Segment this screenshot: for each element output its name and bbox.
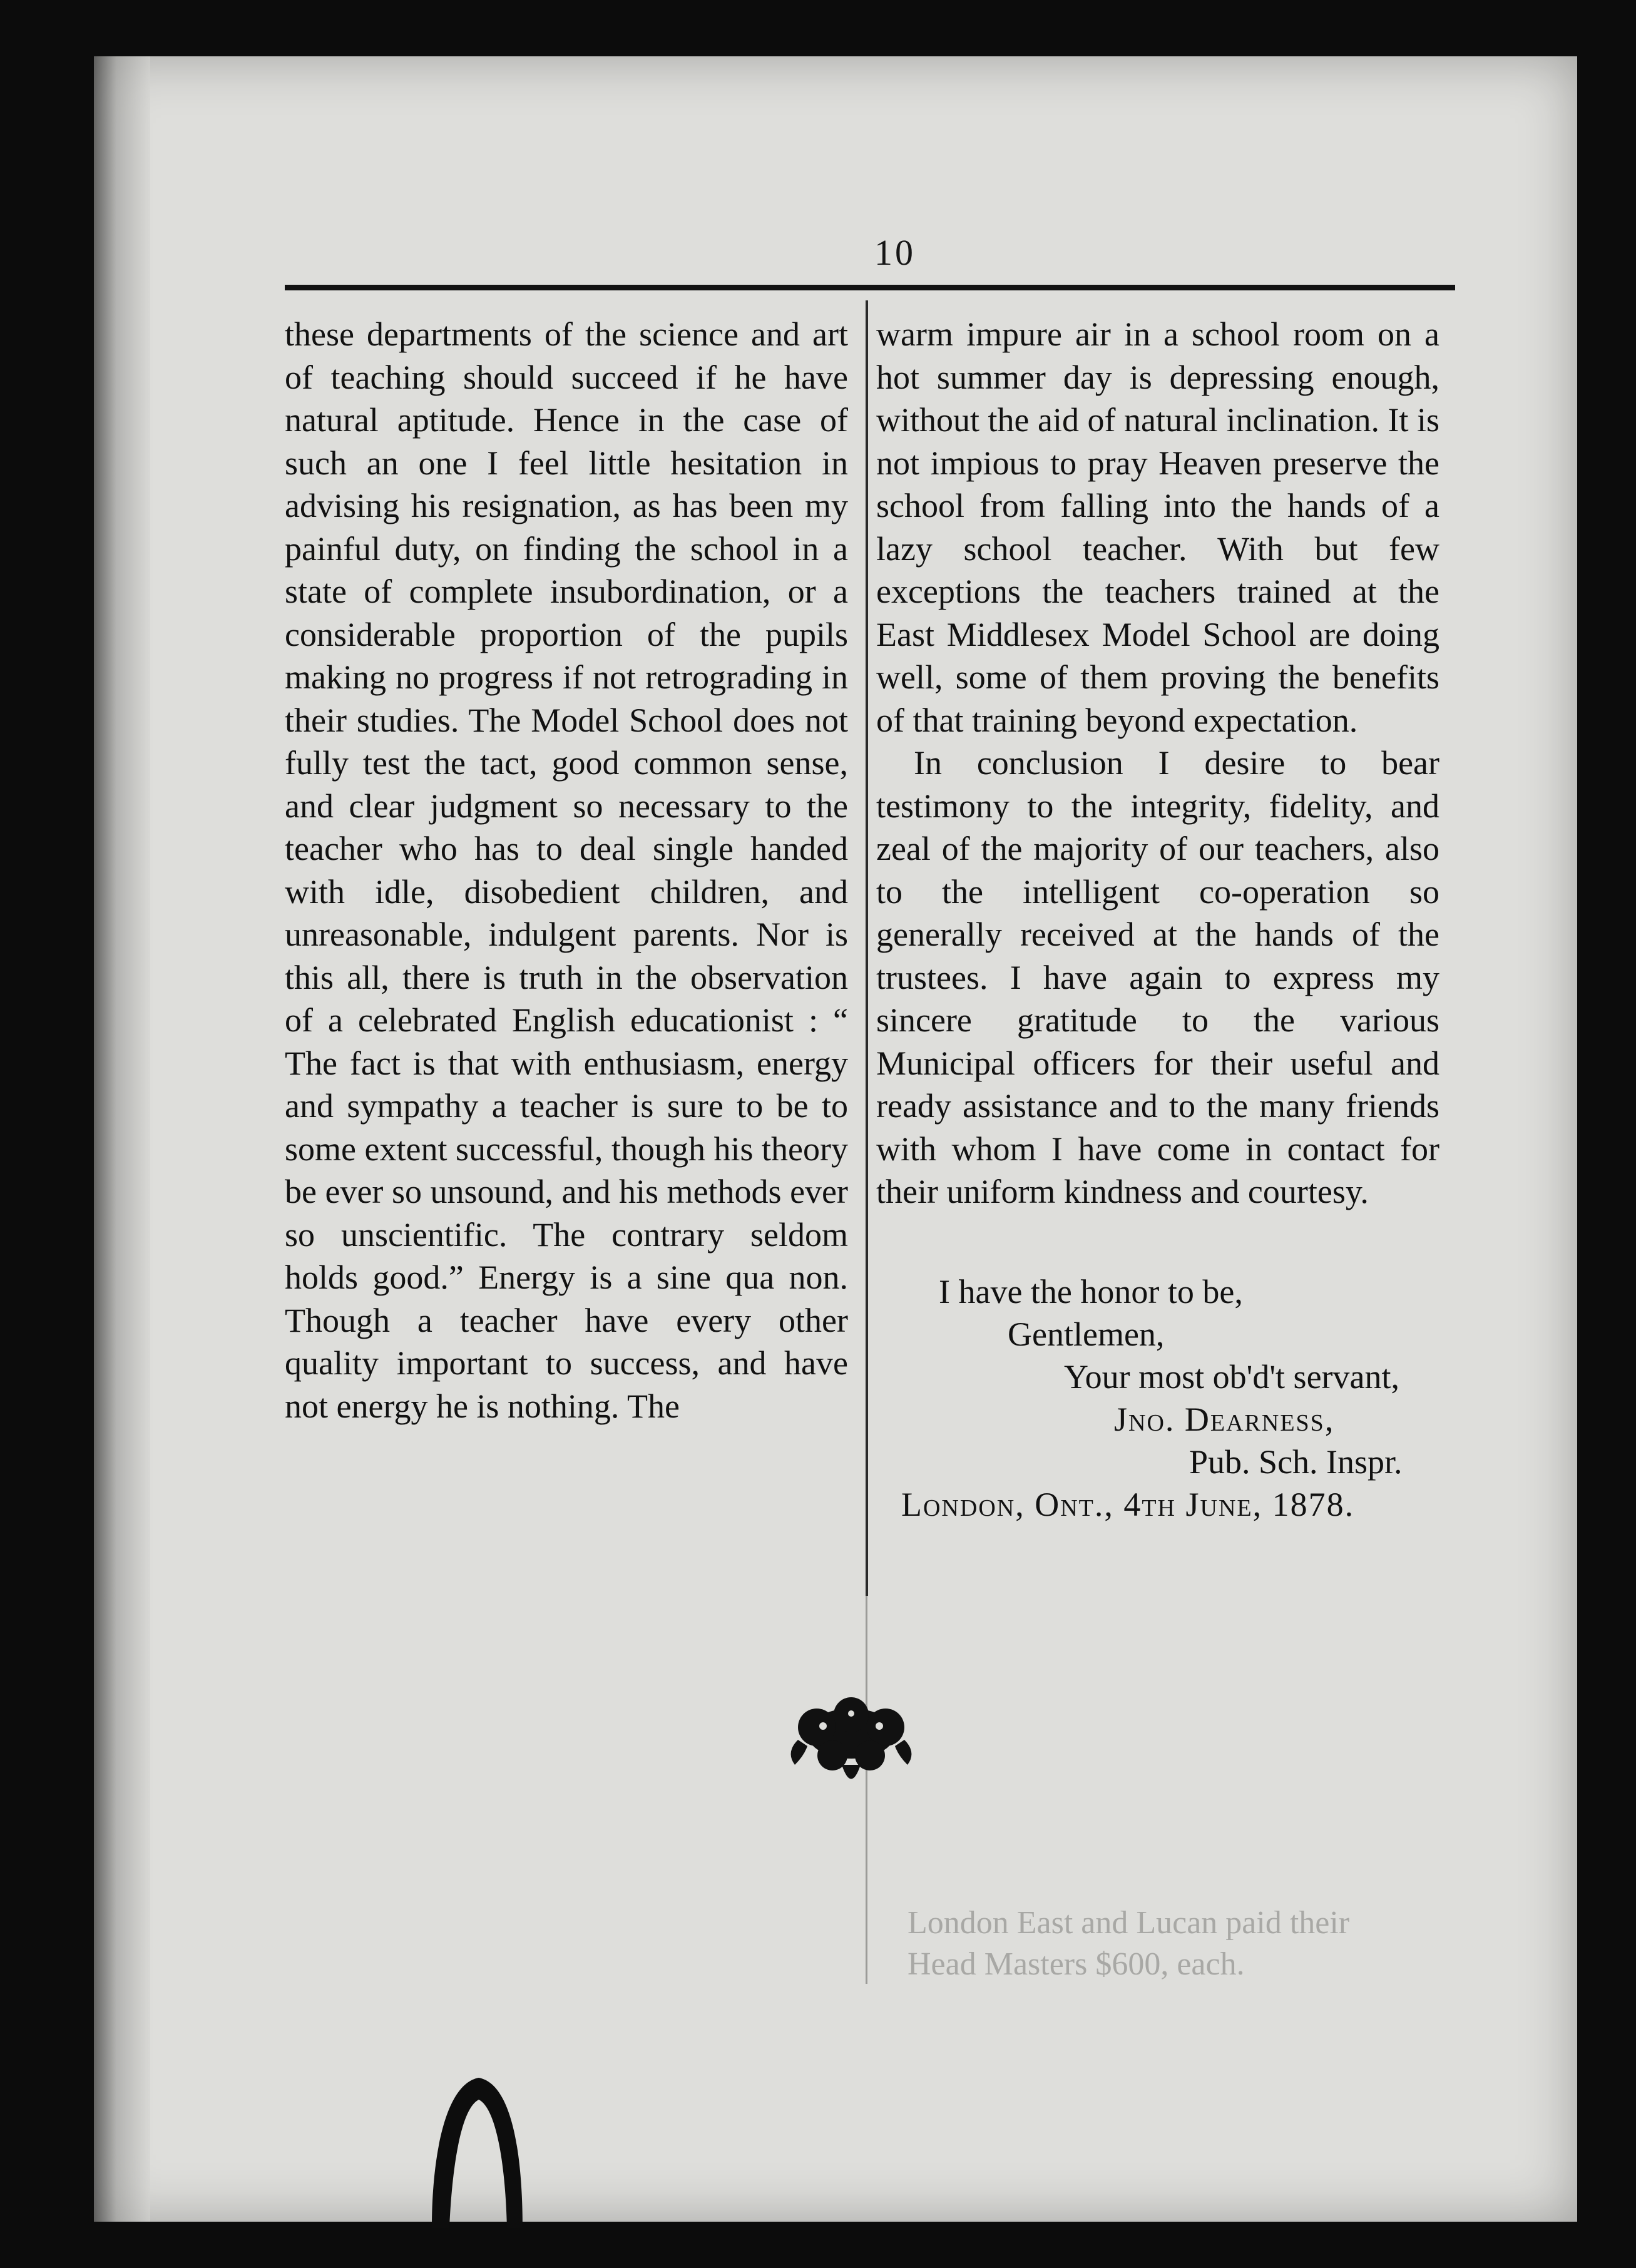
bleed-through-line-1: London East and Lucan paid their: [907, 1905, 1350, 1941]
right-column-paragraph-2: In conclusion I desire to bear testimony to the integrity, fidelity, and zeal of the majority of our teachers, also to the intelligent co-operation so generally received at the hands of the trustees. I have again to express my sincere gratitude to the various Municipal officers for their useful and ready assistance and to the many friends with whom I have come in contact for their uniform kindness and courtesy.: [876, 744, 1439, 1210]
left-column-text: these departments of the science and art of teaching should succeed if he have natural aptitude. Hence in the case of such an one I feel little hesitation in advising his resignation, as has been my painful duty, on finding the school in a state of complete insubordination, or a considerable proportion of the pupils making no progress if not retrograding in their studies. The Model School does not fully test the tact, good common sense, and clear judgment so necessary to the teacher who has to deal single handed with idle, disobedient children, and unreasonable, indulgent parents. Nor is this all, there is truth in the observation of a celebrated English educationist : “ The fact is that with enthusiasm, energy and sympathy a teacher is sure to be to some extent successful, though his theory be ever so unsound, and his methods ever so unscientific. The contrary seldom holds good.” Energy is a sine qua non. Though a teacher have every other quality important to success, and have not energy he is nothing. The: [285, 315, 848, 1425]
bleed-through-line-2: Head Masters $600, each.: [907, 1946, 1245, 1982]
signoff-place-date-text: London, Ont., 4th June, 1878.: [901, 1486, 1355, 1523]
column-divider: [866, 300, 868, 1596]
signoff-title: Pub. Sch. Inspr.: [1189, 1443, 1403, 1481]
signoff-salutation: Gentlemen,: [1008, 1315, 1165, 1353]
signoff-place-date: [901, 1483, 1354, 1526]
signoff-line-1: I have the honor to be,: [939, 1273, 1243, 1310]
signoff-name-text: Jno. Dearness,: [1114, 1401, 1335, 1438]
left-column: [285, 313, 848, 1428]
floral-ornament-icon: [773, 1690, 929, 1796]
page-number: 10: [874, 232, 916, 273]
signoff-name: [1114, 1398, 1334, 1441]
page-binding-edge: [94, 56, 150, 2222]
binding-clip-mark: [419, 2065, 532, 2228]
right-column-paragraph-1: warm impure air in a school room on a hot summer day is depressing enough, without the aid of natural inclination. It is not impious to pray Heaven preserve the school from falling into the hands of a lazy school teacher. With but few exceptions the teachers trained at the East Middlesex Model School are doing well, some of them proving the benefits of that training beyond expectation.: [876, 315, 1439, 739]
right-column: [876, 313, 1439, 1213]
header-rule: [285, 285, 1455, 290]
signoff-closing: Your most ob'd't servant,: [1064, 1358, 1399, 1396]
